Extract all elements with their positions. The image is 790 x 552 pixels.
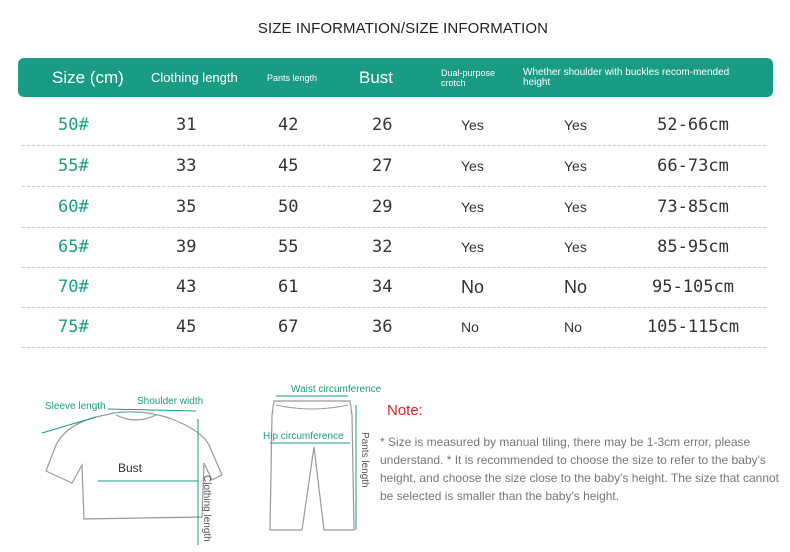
cell-size: 60#	[58, 197, 89, 217]
sleeve-length-label: Sleeve length	[45, 401, 106, 412]
cell-pants: 67	[278, 317, 299, 337]
pants-length-label: Pants length	[359, 432, 370, 488]
header-size: Size (cm)	[52, 67, 124, 87]
note-text: * Size is measured by manual tiling, there may be 1-3cm error, please understand. * It is recommended to choose the size to refer to the baby's height, and choose the size close to the baby's height. The size that cannot be selected is smaller than the baby's height.	[380, 435, 779, 503]
cell-size: 75#	[58, 317, 89, 337]
header-crotch: Dual-purpose crotch	[441, 67, 496, 88]
cell-buckle: Yes	[564, 239, 587, 255]
shoulder-width-label: Shoulder width	[137, 396, 204, 407]
cell-clothing: 33	[176, 156, 197, 176]
cell-pants: 45	[278, 156, 299, 176]
hip-label: Hip circumference	[263, 431, 344, 442]
cell-pants: 55	[278, 237, 299, 257]
table-row	[22, 105, 766, 146]
cell-crotch: No	[461, 319, 479, 335]
cell-pants: 42	[278, 115, 299, 135]
cell-size: 65#	[58, 237, 89, 257]
header-bust: Bust	[359, 67, 394, 87]
note-title: Note:	[387, 402, 423, 419]
cell-size: 70#	[58, 277, 89, 297]
pants-diagram	[262, 385, 362, 535]
header-buckle-height: Whether shoulder with buckles recom-mended height	[523, 66, 730, 88]
cell-bust: 34	[372, 277, 393, 297]
cell-bust: 29	[372, 197, 393, 217]
cell-size: 55#	[58, 156, 89, 176]
cell-crotch: Yes	[461, 158, 484, 174]
table-row	[22, 307, 766, 348]
cell-bust: 27	[372, 156, 393, 176]
table-row	[22, 227, 766, 268]
cell-clothing: 39	[176, 237, 197, 257]
table-row	[22, 146, 766, 187]
cell-height: 66-73cm	[657, 156, 729, 176]
clothing-length-label: Clothing length	[201, 475, 212, 542]
cell-height: 52-66cm	[657, 115, 729, 135]
bust-label: Bust	[118, 461, 143, 475]
cell-clothing: 31	[176, 115, 197, 135]
header-clothing-length: Clothing length	[151, 70, 238, 85]
cell-height: 73-85cm	[657, 197, 729, 217]
cell-crotch: No	[461, 276, 485, 297]
table-header	[18, 58, 773, 97]
cell-height: 85-95cm	[657, 237, 729, 257]
header-pants-length: Pants length	[267, 72, 318, 83]
waist-label: Waist circumference	[291, 384, 382, 395]
cell-crotch: Yes	[461, 117, 484, 133]
cell-bust: 26	[372, 115, 393, 135]
cell-crotch: Yes	[461, 199, 484, 215]
cell-clothing: 35	[176, 197, 197, 217]
cell-crotch: Yes	[461, 239, 484, 255]
cell-buckle: No	[564, 276, 588, 297]
cell-clothing: 43	[176, 277, 197, 297]
cell-height: 95-105cm	[652, 277, 734, 297]
cell-buckle: Yes	[564, 117, 587, 133]
cell-bust: 36	[372, 317, 393, 337]
table-row	[22, 267, 766, 308]
table-row	[22, 187, 766, 228]
cell-height: 105-115cm	[646, 317, 740, 337]
cell-pants: 50	[278, 197, 299, 217]
cell-pants: 61	[278, 277, 299, 297]
cell-buckle: Yes	[564, 199, 587, 215]
cell-buckle: Yes	[564, 158, 587, 174]
page-title: SIZE INFORMATION/SIZE INFORMATION	[257, 20, 549, 37]
cell-clothing: 45	[176, 317, 197, 337]
cell-bust: 32	[372, 237, 393, 257]
cell-buckle: No	[564, 319, 582, 335]
cell-size: 50#	[58, 115, 89, 135]
